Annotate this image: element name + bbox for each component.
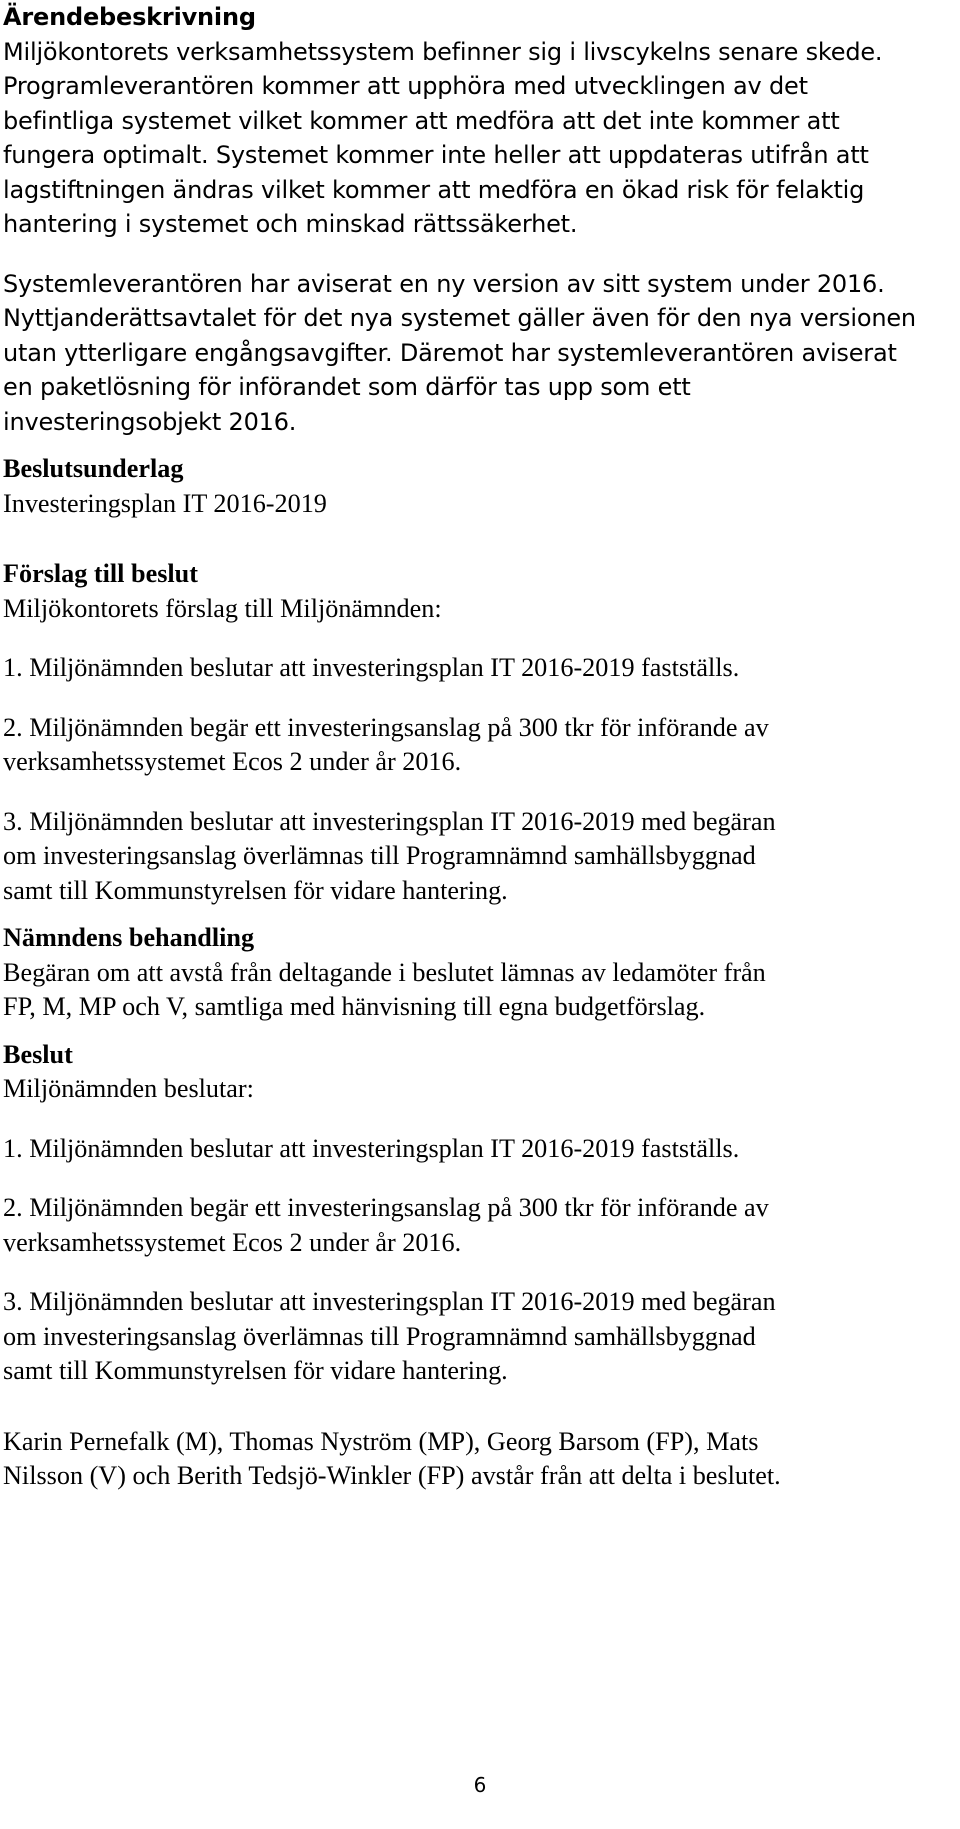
section-heading-beslut: Beslut — [3, 1039, 73, 1069]
text-line: om investeringsanslag överlämnas till Programnämnd samhällsbyggnad — [3, 1321, 756, 1351]
text-line: om investeringsanslag överlämnas till Programnämnd samhällsbyggnad — [3, 841, 756, 870]
text-line: verksamhetssystemet Ecos 2 under år 2016. — [3, 747, 462, 776]
page-number: 6 — [473, 1773, 487, 1797]
text-line: Nyttjanderättsavtalet för det nya systemet gäller även för den nya versionen — [3, 304, 916, 332]
forslag-item-1: 1. Miljönämnden beslutar att investeringsplan IT 2016-2019 fastställs. — [3, 653, 740, 682]
text-line: Systemleverantören har aviserat en ny version av sitt system under 2016. — [3, 269, 885, 298]
text-line: Karin Pernefalk (M), Thomas Nyström (MP), Georg Barsom (FP), Mats — [3, 1426, 759, 1456]
beslutsunderlag-text: Investeringsplan IT 2016-2019 — [3, 488, 327, 518]
beslut-item-3 — [3, 1285, 953, 1389]
forslag-item-3 — [3, 805, 953, 909]
text-line: fungera optimalt. Systemet kommer inte heller att uppdateras utifrån att — [3, 141, 869, 169]
section-heading-arendebeskrivning: Ärendebeskrivning — [3, 3, 256, 31]
paragraph-arendebeskrivning-2 — [3, 267, 953, 440]
document-page — [3, 0, 953, 1494]
text-line: lagstiftningen ändras vilket kommer att medföra en ökad risk för felaktig — [3, 175, 865, 204]
text-line: befintliga systemet vilket kommer att medföra att det inte kommer att — [3, 106, 840, 135]
text-line: 3. Miljönämnden beslutar att investeringsplan IT 2016-2019 med begäran — [3, 806, 776, 836]
section-heading-beslutsunderlag: Beslutsunderlag — [3, 454, 184, 483]
text-line: investeringsobjekt 2016. — [3, 407, 297, 436]
beslut-intro: Miljönämnden beslutar: — [3, 1074, 254, 1103]
beslut-item-1: 1. Miljönämnden beslutar att investeringsplan IT 2016-2019 fastställs. — [3, 1133, 740, 1163]
abstention-statement — [3, 1425, 953, 1494]
text-line: FP, M, MP och V, samtliga med hänvisning till egna budgetförslag. — [3, 992, 706, 1021]
text-line: samt till Kommunstyrelsen för vidare hantering. — [3, 875, 508, 905]
forslag-item-2 — [3, 711, 953, 780]
text-line: hantering i systemet och minskad rättssäkerhet. — [3, 210, 578, 238]
beslut-item-2 — [3, 1191, 953, 1260]
paragraph-arendebeskrivning-1 — [3, 35, 953, 242]
text-line: 2. Miljönämnden begär ett investeringsanslag på 300 tkr för införande av — [3, 1193, 769, 1222]
behandling-text — [3, 956, 953, 1025]
text-line: 2. Miljönämnden begär ett investeringsanslag på 300 tkr för införande av — [3, 712, 769, 742]
text-line: verksamhetssystemet Ecos 2 under år 2016. — [3, 1227, 462, 1257]
section-heading-namndens-behandling: Nämndens behandling — [3, 923, 255, 952]
forslag-intro: Miljökontorets förslag till Miljönämnden: — [3, 593, 442, 623]
text-line: 3. Miljönämnden beslutar att investeringsplan IT 2016-2019 med begäran — [3, 1287, 776, 1316]
text-line: samt till Kommunstyrelsen för vidare hantering. — [3, 1356, 508, 1385]
text-line: Programleverantören kommer att upphöra med utvecklingen av det — [3, 72, 808, 100]
text-line: Begäran om att avstå från deltagande i beslutet lämnas av ledamöter från — [3, 957, 766, 987]
text-line: Nilsson (V) och Berith Tedsjö-Winkler (FP) avstår från att delta i beslutet. — [3, 1461, 781, 1490]
text-line: en paketlösning för införandet som därför tas upp som ett — [3, 373, 691, 401]
text-line: Miljökontorets verksamhetssystem befinner sig i livscykelns senare skede. — [3, 37, 883, 66]
text-line: utan ytterligare engångsavgifter. Däremot har systemleverantören aviserat — [3, 338, 897, 367]
section-heading-forslag-till-beslut: Förslag till beslut — [3, 559, 198, 588]
